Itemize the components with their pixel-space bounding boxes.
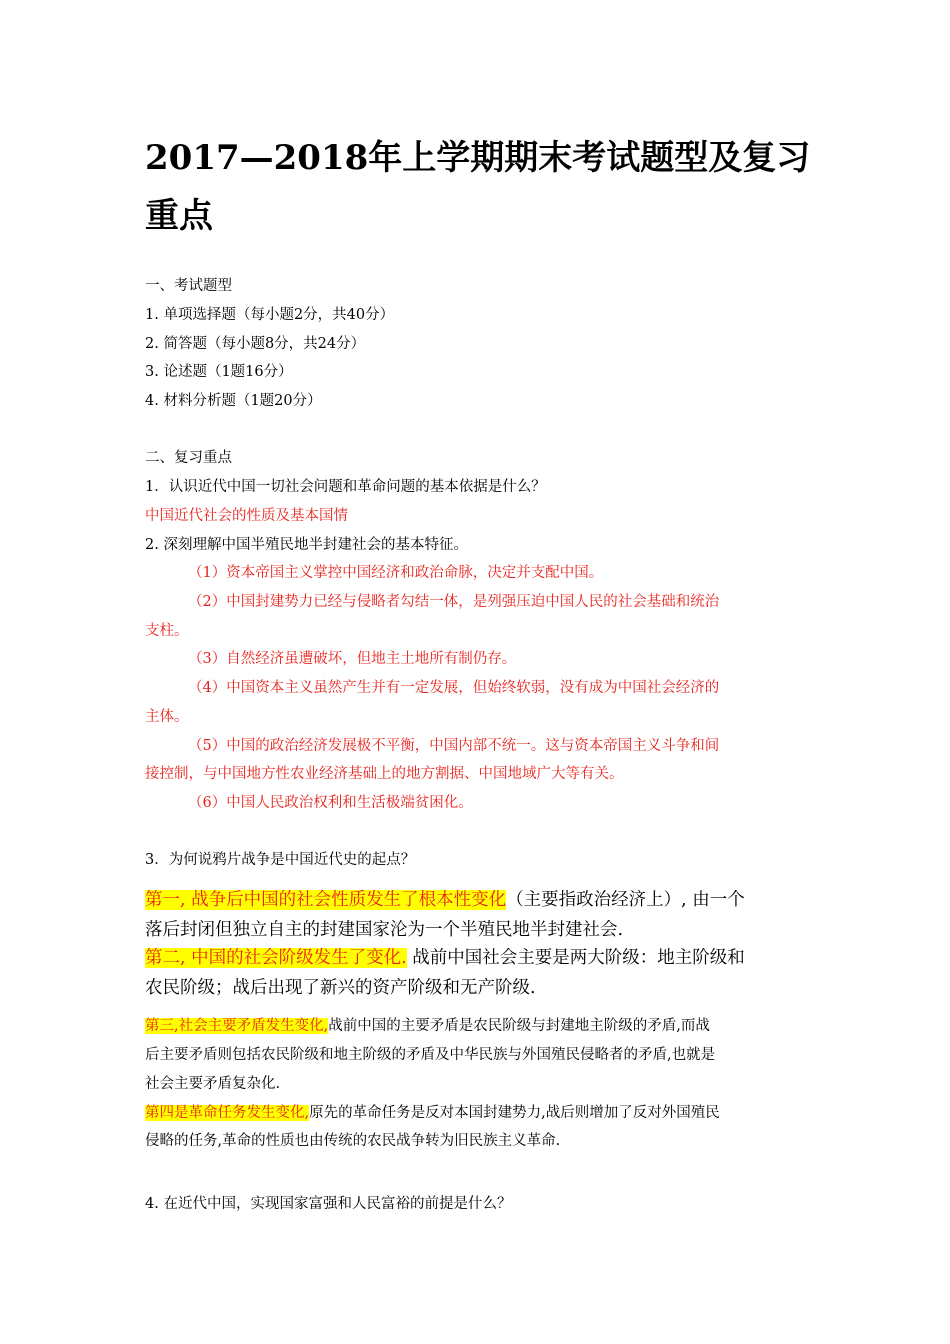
q3-point2-text: 战前中国社会主要是两大阶级：地主阶级和	[406, 948, 745, 968]
q4-question: 4. 在近代中国，实现国家富强和人民富裕的前提是什么？	[145, 1196, 512, 1212]
exam-type-item: 1. 单项选择题（每小题2分，共40分）	[145, 307, 395, 323]
q2-answer-line: （3）自然经济虽遭破坏，但地主土地所有制仍存。	[188, 651, 517, 667]
q3-point1	[145, 888, 745, 912]
q3-point3-highlight: 第三,社会主要矛盾发生变化,	[145, 1018, 329, 1034]
q2-answer-line: 接控制，与中国地方性农业经济基础上的地方割据、中国地域广大等有关。	[145, 766, 624, 782]
q1-answer: 中国近代社会的性质及基本国情	[145, 508, 348, 524]
q2-answer-line: （5）中国的政治经济发展极不平衡，中国内部不统一。这与资本帝国主义斗争和间	[188, 738, 720, 754]
section2-heading: 二、复习重点	[145, 450, 232, 466]
section1-heading: 一、考试题型	[145, 278, 232, 294]
q2-answer-line: （6）中国人民政治权利和生活极端贫困化。	[188, 795, 473, 811]
q3-point1-text: （主要指政治经济上）, 由一个	[506, 890, 745, 910]
q1-question: 1．认识近代中国一切社会问题和革命问题的基本依据是什么？	[145, 479, 546, 495]
exam-type-item: 4. 材料分析题（1题20分）	[145, 393, 322, 409]
q3-point3	[145, 1016, 710, 1036]
q2-answer-line: （4）中国资本主义虽然产生并有一定发展，但始终软弱，没有成为中国社会经济的	[188, 680, 720, 696]
q3-point4-line2: 侵略的任务,革命的性质也由传统的农民战争转为旧民族主义革命.	[145, 1133, 561, 1149]
q3-point4-highlight: 第四是革命任务发生变化,	[145, 1105, 310, 1121]
q3-point2	[145, 946, 745, 970]
q3-point1-line2: 落后封闭但独立自主的封建国家沦为一个半殖民地半封建社会.	[145, 920, 624, 940]
q3-point3-line3: 社会主要矛盾复杂化.	[145, 1076, 281, 1092]
q3-point2-line2: 农民阶级；战后出现了新兴的资产阶级和无产阶级.	[145, 978, 536, 998]
q2-answer-line: （1）资本帝国主义掌控中国经济和政治命脉，决定并支配中国。	[188, 565, 604, 581]
q2-answer-line: 主体。	[145, 709, 189, 725]
exam-type-item: 3. 论述题（1题16分）	[145, 364, 293, 380]
q2-answer-line: 支柱。	[145, 623, 189, 639]
q3-point4	[145, 1103, 720, 1123]
doc-title-line2: 重点	[145, 196, 213, 236]
exam-type-item: 2. 简答题（每小题8分，共24分）	[145, 336, 366, 352]
q3-point3-line2: 后主要矛盾则包括农民阶级和地主阶级的矛盾及中华民族与外国殖民侵略者的矛盾,也就是	[145, 1047, 716, 1063]
q3-point2-highlight: 第二, 中国的社会阶级发生了变化.	[145, 948, 407, 968]
q2-answer-line: （2）中国封建势力已经与侵略者勾结一体，是列强压迫中国人民的社会基础和统治	[188, 594, 720, 610]
q3-point3-text: 战前中国的主要矛盾是农民阶级与封建地主阶级的矛盾,而战	[328, 1018, 710, 1034]
q3-point4-text: 原先的革命任务是反对本国封建势力,战后则增加了反对外国殖民	[309, 1105, 720, 1121]
doc-title-line1: 2017—2018年上学期期末考试题型及复习	[145, 138, 811, 178]
q2-question: 2. 深刻理解中国半殖民地半封建社会的基本特征。	[145, 537, 468, 553]
q3-point1-highlight: 第一, 战争后中国的社会性质发生了根本性变化	[145, 890, 507, 910]
q3-question: 3．为何说鸦片战争是中国近代史的起点？	[145, 852, 416, 868]
